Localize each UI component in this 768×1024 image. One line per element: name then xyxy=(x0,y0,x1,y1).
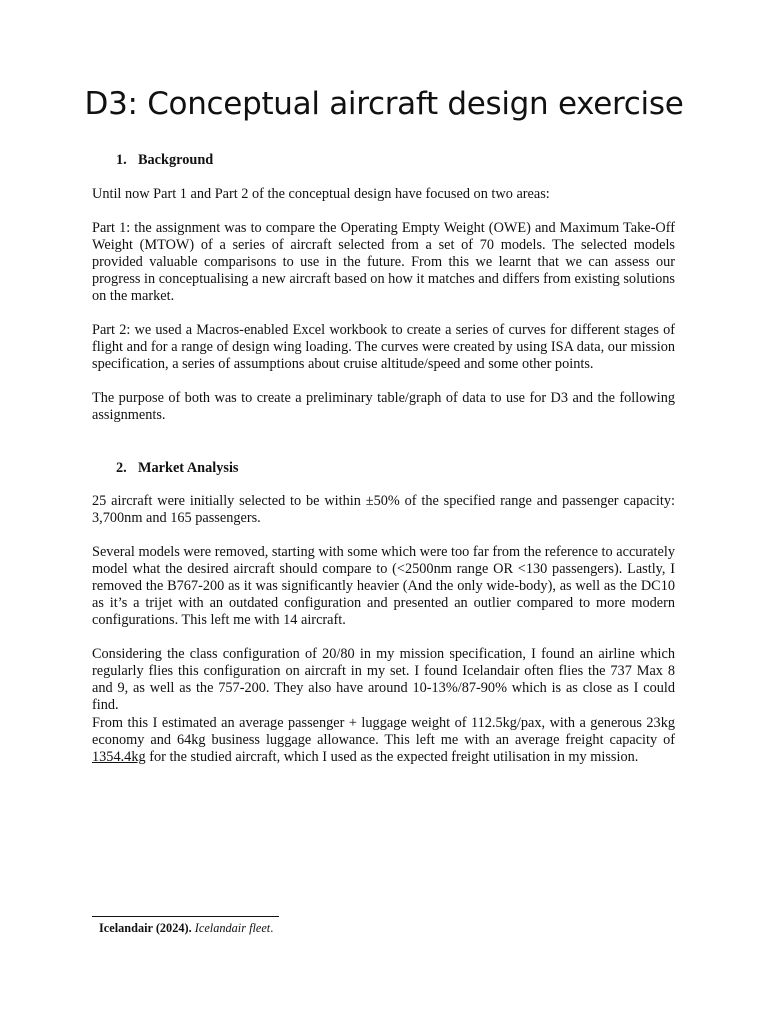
section-heading-market-analysis xyxy=(116,460,238,477)
section-heading-label: Background xyxy=(138,152,214,168)
footnote-period: . xyxy=(270,921,274,935)
paragraph xyxy=(92,322,675,373)
paragraph xyxy=(92,186,675,203)
paragraph xyxy=(92,493,675,527)
section-number: 1. xyxy=(116,152,127,168)
paragraph xyxy=(92,544,675,629)
freight-capacity-value: 1354.4kg xyxy=(92,749,146,766)
paragraph-text: 25 aircraft were initially selected to be within ±50% of the specified range and passenger capacity: 3,700nm and 165 passengers. xyxy=(92,493,675,527)
section-heading-background xyxy=(116,152,213,169)
paragraph-text: Part 2: we used a Macros-enabled Excel workbook to create a series of curves for different stages of flight and for a range of design wing loading. The curves were created by using ISA data, our mission specification, a series of assumptions about cruise altitude/speed and some other points. xyxy=(92,322,675,373)
footnote-divider xyxy=(92,916,279,917)
paragraph-text xyxy=(92,715,675,766)
paragraph xyxy=(92,715,675,766)
section-heading-label: Market Analysis xyxy=(138,460,239,476)
paragraph-text: The purpose of both was to create a preliminary table/graph of data to use for D3 and the following assignments. xyxy=(92,390,675,424)
paragraph-text-segment: for the studied aircraft, which I used as the expected freight utilisation in my mission. xyxy=(145,749,639,766)
footnote xyxy=(99,921,273,936)
footnote-author: Icelandair (2024). xyxy=(99,921,192,935)
paragraph-text: Part 1: the assignment was to compare the Operating Empty Weight (OWE) and Maximum Take-Off Weight (MTOW) of a series of aircraft selected from a set of 70 models. The selected models provided valuable comparisons to use in the future. From this we learnt that we can assess our progress in conceptualising a new aircraft based on how it matches and differs from existing solutions on the market. xyxy=(92,220,675,305)
paragraph xyxy=(92,390,675,424)
page-title: D3: Conceptual aircraft design exercise xyxy=(84,86,684,122)
footnote-title: Icelandair fleet xyxy=(194,921,271,935)
paragraph-text: Several models were removed, starting with some which were too far from the reference to accurately model what the desired aircraft should compare to (<2500nm range OR <130 passengers). Lastly, I removed the B767-200 as it was significantly heavier (And the only wide-body), as well as the DC10 as it’s a trijet with an outdated configuration and presented an outlier compared to more modern configurations. This left me with 14 aircraft. xyxy=(92,544,675,629)
section-number: 2. xyxy=(116,460,127,476)
paragraph-text-segment: From this I estimated an average passenger + luggage weight of 112.5kg/pax, with a generous 23kg economy and 64kg business luggage allowance. This left me with an average freight capacity of xyxy=(92,715,675,749)
paragraph xyxy=(92,646,675,714)
paragraph-text: Considering the class configuration of 20/80 in my mission specification, I found an airline which regularly flies this configuration on aircraft in my set. I found Icelandair often flies the 737 Max 8 and 9, as well as the 757-200. They also have around 10-13%/87-90% which is as close as I could find. xyxy=(92,646,675,714)
paragraph xyxy=(92,220,675,305)
paragraph-text: Until now Part 1 and Part 2 of the conceptual design have focused on two areas: xyxy=(92,186,550,202)
